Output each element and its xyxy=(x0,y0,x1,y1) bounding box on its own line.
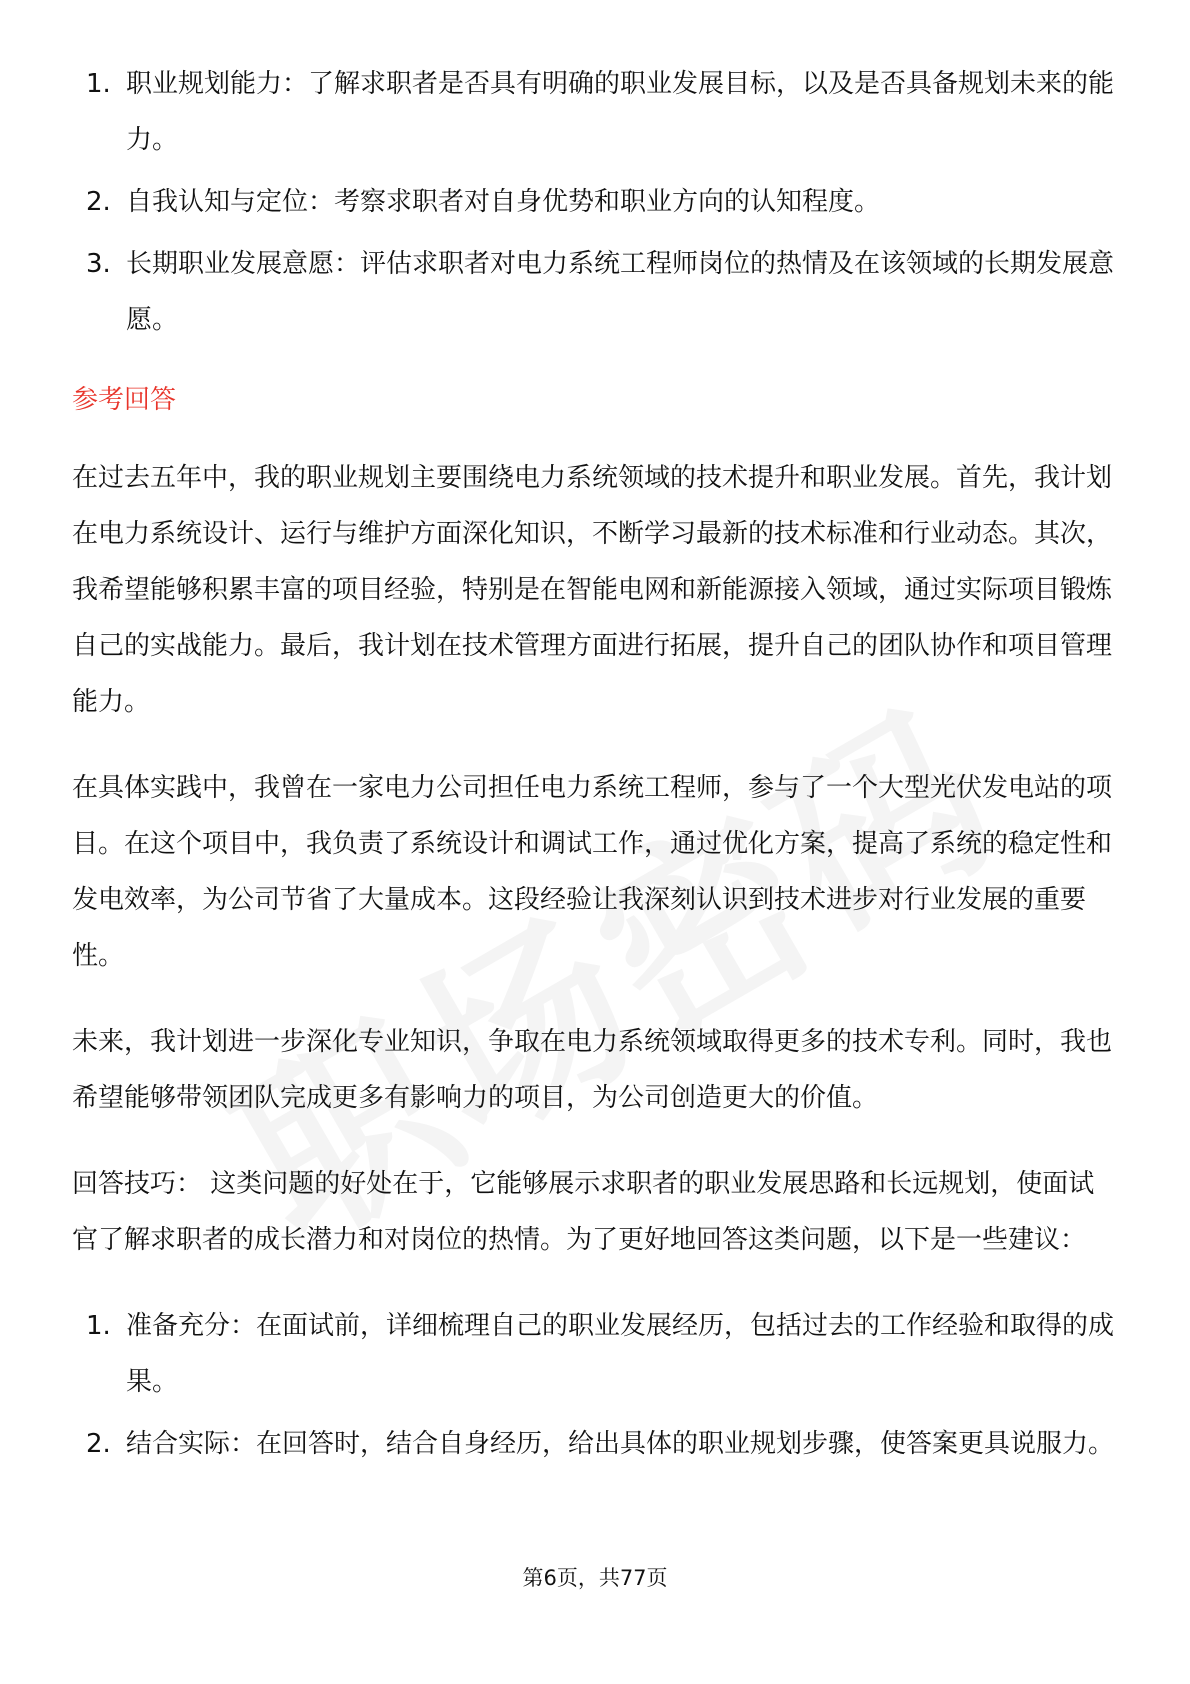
list-item-text: 职业规划能力：了解求职者是否具有明确的职业发展目标，以及是否具备规划未来的能力。 xyxy=(126,69,1115,155)
list-item xyxy=(72,1298,1118,1410)
reference-answer-heading: 参考回答 xyxy=(72,385,177,415)
list-item-number: 3. xyxy=(86,249,111,279)
tips-list xyxy=(72,1298,1118,1472)
page-content xyxy=(72,56,1118,1478)
page-number-footer: 第6页，共77页 xyxy=(522,1566,668,1590)
list-item xyxy=(72,1416,1118,1472)
list-item-text: 长期职业发展意愿：评估求职者对电力系统工程师岗位的热情及在该领域的长期发展意愿。 xyxy=(126,249,1115,335)
list-item-number: 1. xyxy=(86,69,111,99)
list-item-number: 2. xyxy=(86,1429,111,1459)
list-item-text: 准备充分：在面试前，详细梳理自己的职业发展经历，包括过去的工作经验和取得的成果。 xyxy=(126,1311,1115,1397)
list-item-number: 1. xyxy=(86,1311,111,1341)
list-item xyxy=(72,236,1118,348)
intent-list xyxy=(72,56,1118,348)
list-item xyxy=(72,56,1118,168)
list-item-text: 自我认知与定位：考察求职者对自身优势和职业方向的认知程度。 xyxy=(126,187,881,217)
paragraph: 回答技巧： 这类问题的好处在于，它能够展示求职者的职业发展思路和长远规划，使面试官了解求职者的成长潜力和对岗位的热情。为了更好地回答这类问题，以下是一些建议： xyxy=(72,1169,1095,1255)
list-item-number: 2. xyxy=(86,187,111,217)
list-item xyxy=(72,174,1118,230)
paragraph: 在过去五年中，我的职业规划主要围绕电力系统领域的技术提升和职业发展。首先，我计划在电力系统设计、运行与维护方面深化知识，不断学习最新的技术标准和行业动态。其次，我希望能够积累丰富的项目经验，特别是在智能电网和新能源接入领域，通过实际项目锻炼自己的实战能力。最后，我计划在技术管理方面进行拓展，提升自己的团队协作和项目管理能力。 xyxy=(72,463,1113,717)
list-item-text: 结合实际：在回答时，结合自身经历，给出具体的职业规划步骤，使答案更具说服力。 xyxy=(126,1429,1115,1459)
paragraph: 在具体实践中，我曾在一家电力公司担任电力系统工程师，参与了一个大型光伏发电站的项目。在这个项目中，我负责了系统设计和调试工作，通过优化方案，提高了系统的稳定性和发电效率，为公司节省了大量成本。这段经验让我深刻认识到技术进步对行业发展的重要性。 xyxy=(72,773,1113,971)
paragraph: 未来，我计划进一步深化专业知识，争取在电力系统领域取得更多的技术专利。同时，我也希望能够带领团队完成更多有影响力的项目，为公司创造更大的价值。 xyxy=(72,1027,1113,1113)
